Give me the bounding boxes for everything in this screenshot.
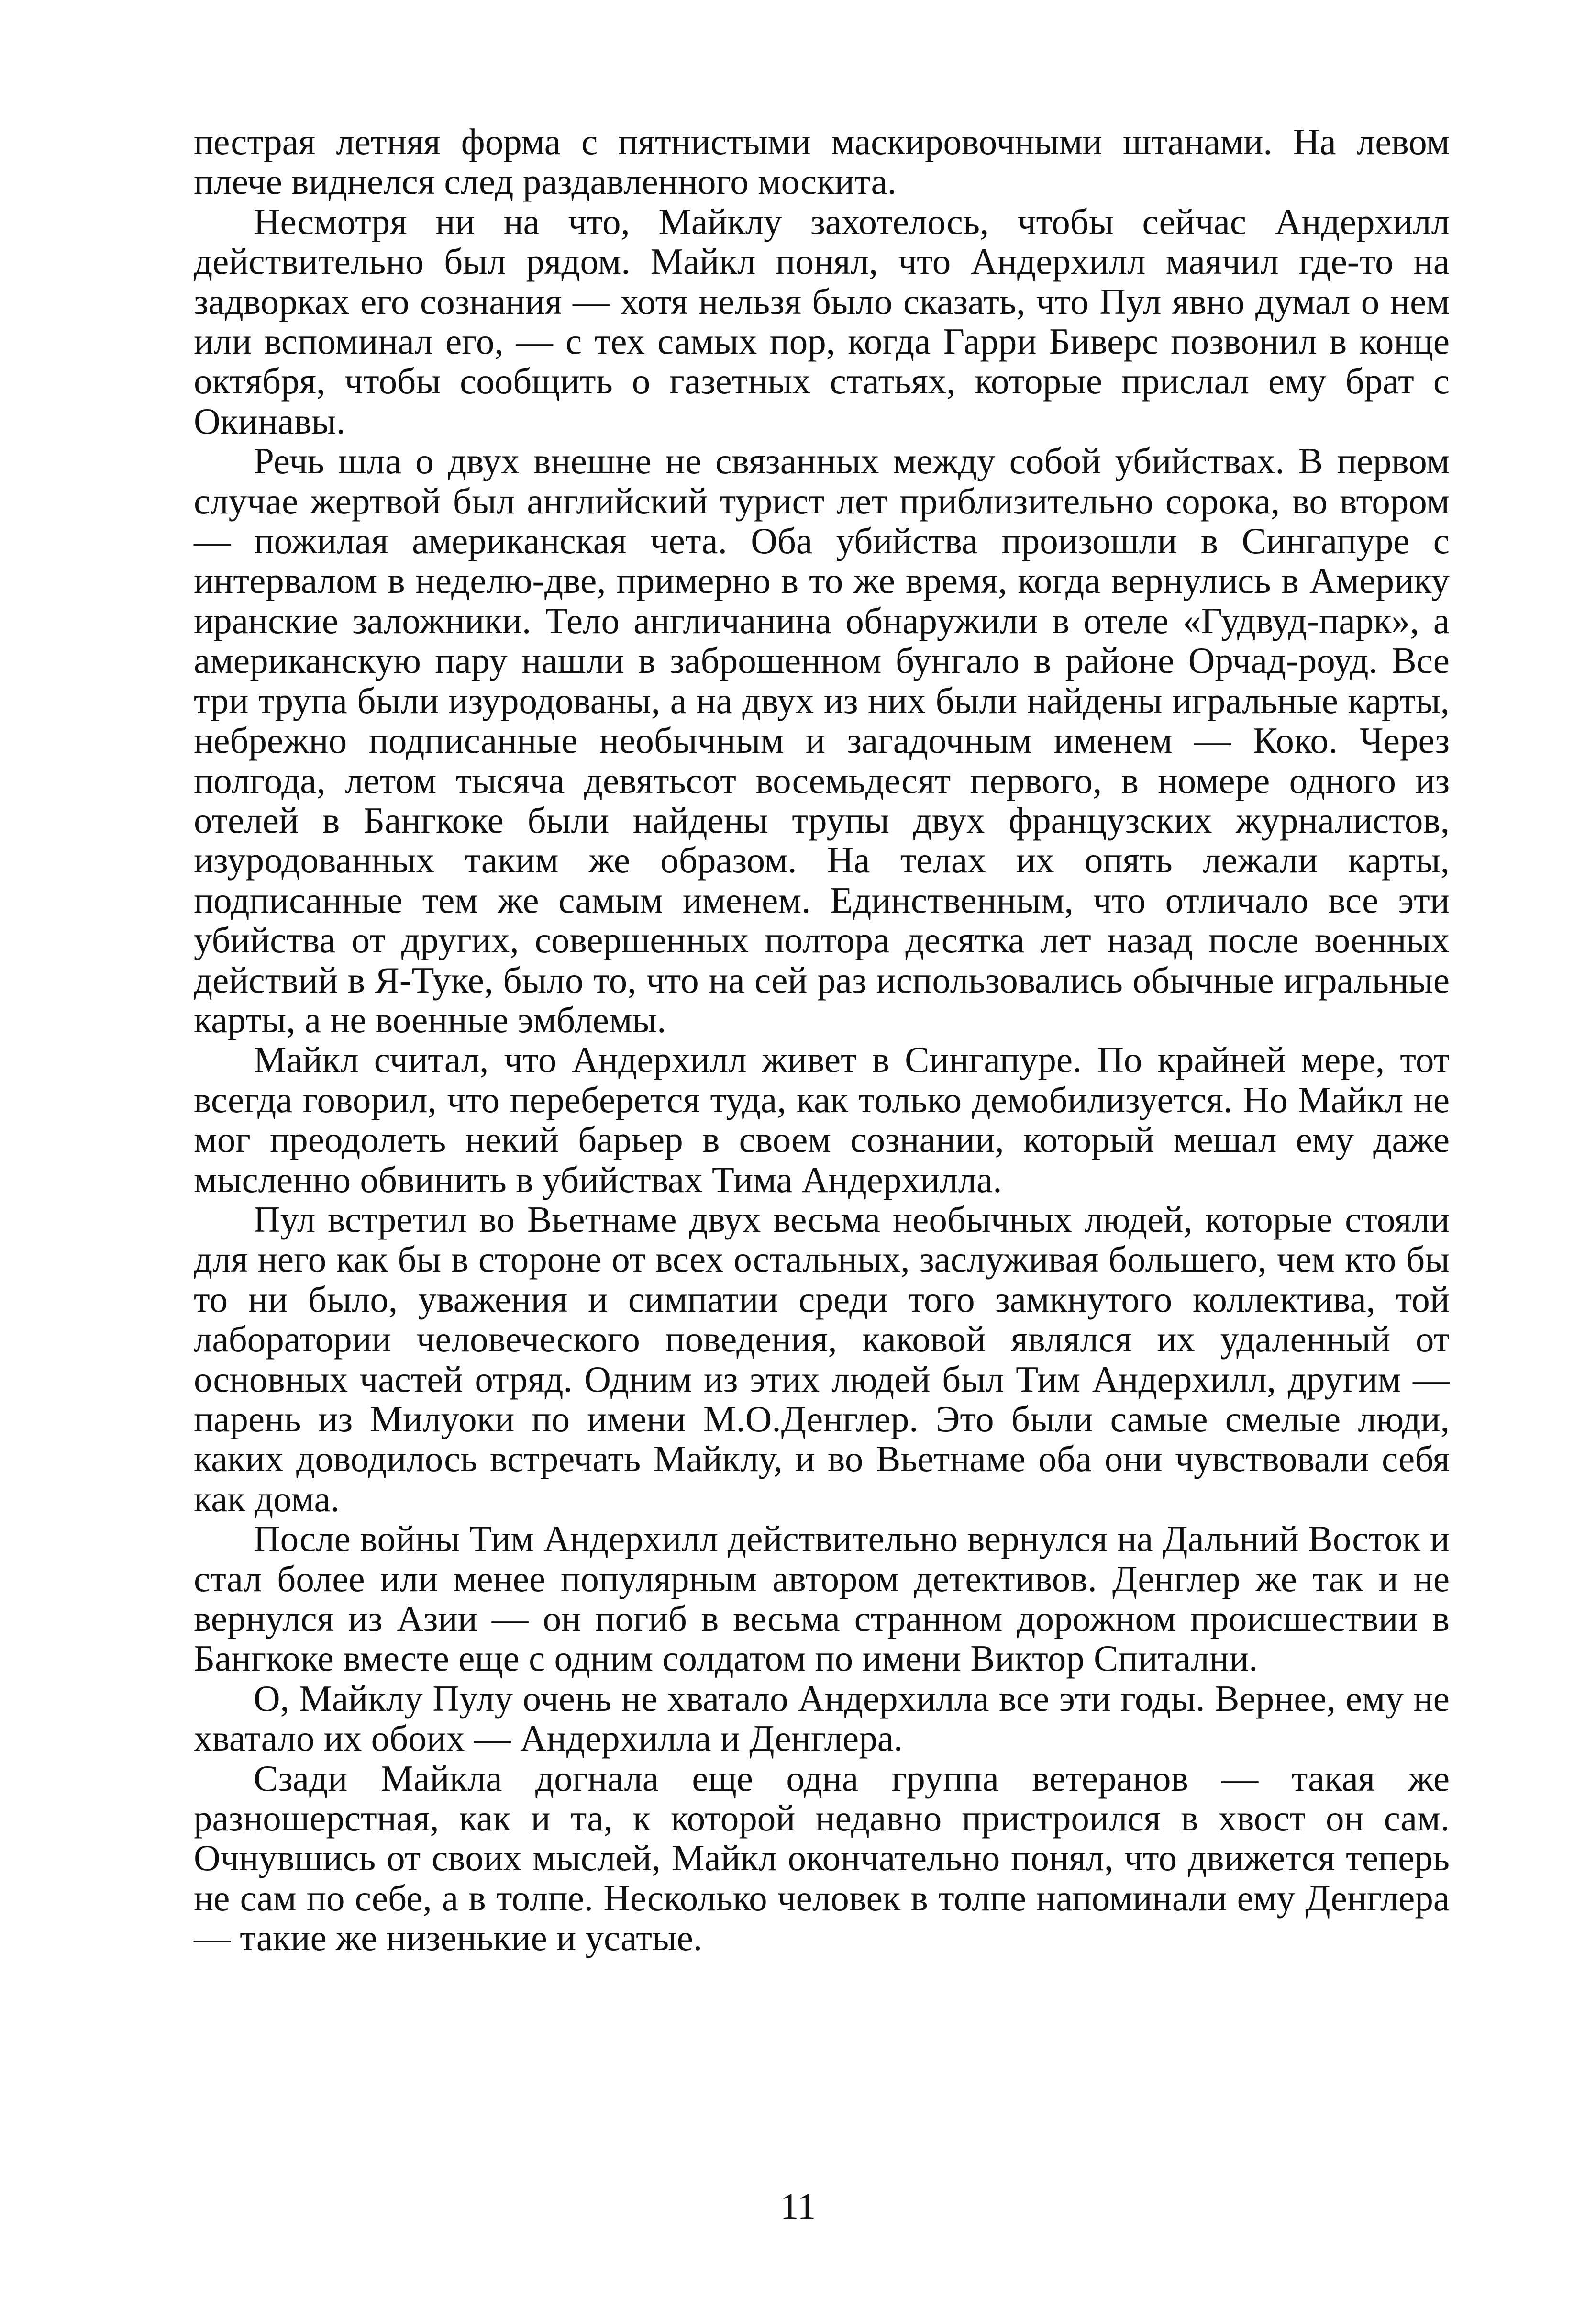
- paragraph: Несмотря ни на что, Майклу захотелось, чтобы сейчас Андерхилл действительно был рядом. Майкл понял, что Андерхилл маячил где-то на задворках его сознания — хотя нельзя было сказать, что Пул явно думал о нем или вспоминал его, — с тех самых пор, когда Гарри Биверс позвонил в конце октября, чтобы сообщить о газетных статьях, которые прислал ему брат с Окинавы.: [194, 201, 1450, 442]
- paragraph: Пул встретил во Вьетнаме двух весьма необычных людей, которые стояли для него как бы в стороне от всех остальных, заслуживая большего, чем кто бы то ни было, уважения и симпатии среди того замкнутого коллектива, той лаборатории человеческого поведения, каковой являлся их удаленный от основных частей отряд. Одним из этих людей был Тим Андерхилл, другим — парень из Милуоки по имени М.О.Денглер. Это были самые смелые люди, каких доводилось встречать Майклу, и во Вьетнаме оба они чувствовали себя как дома.: [194, 1198, 1450, 1519]
- paragraph: Майкл считал, что Андерхилл живет в Сингапуре. По крайней мере, тот всегда говорил, что переберется туда, как только демобилизуется. Но Майкл не мог преодолеть некий барьер в своем сознании, который мешал ему даже мысленно обвинить в убийствах Тима Андерхилла.: [194, 1039, 1450, 1200]
- paragraph: После войны Тим Андерхилл действительно вернулся на Дальний Восток и стал более или менее популярным автором детективов. Денглер же так и не вернулся из Азии — он погиб в весьма странном дорожном происшествии в Бангкоке вместе еще с одним солдатом по имени Виктор Спитални.: [194, 1518, 1450, 1679]
- page-number: 11: [780, 2186, 816, 2227]
- paragraph-continued: пестрая летняя форма с пятнистыми маскировочными штанами. На левом плече виднелся след раздавленного москита.: [194, 121, 1450, 202]
- paragraph: О, Майклу Пулу очень не хватало Андерхилла все эти годы. Вернее, ему не хватало их обоих — Андерхилла и Денглера.: [194, 1677, 1450, 1759]
- paragraph: Сзади Майкла догнала еще одна группа ветеранов — такая же разношерстная, как и та, к которой недавно пристроился в хвост он сам. Очнувшись от своих мыслей, Майкл окончательно понял, что движется теперь не сам по себе, а в толпе. Несколько человек в толпе напоминали ему Денглера — такие же низенькие и усатые.: [194, 1757, 1450, 1959]
- body-text: [194, 122, 1450, 1958]
- paragraph: Речь шла о двух внешне не связанных между собой убийствах. В первом случае жертвой был английский турист лет приблизительно сорока, во втором — пожилая американская чета. Оба убийства произошли в Сингапуре с интервалом в неделю-две, примерно в то же время, когда вернулись в Америку иранские заложники. Тело англичанина обнаружили в отеле «Гудвуд-парк», а американскую пару нашли в заброшенном бунгало в районе Орчад-роуд. Все три трупа были изуродованы, а на двух из них были найдены игральные карты, небрежно подписанные необычным и загадочным именем — Коко. Через полгода, летом тысяча девятьсот восемьдесят первого, в номере одного из отелей в Бангкоке были найдены трупы двух французских журналистов, изуродованных таким же образом. На телах их опять лежали карты, подписанные тем же самым именем. Единственным, что отличало все эти убийства от других, совершенных полтора десятка лет назад после военных действий в Я-Туке, было то, что на сей раз использовались обычные игральные карты, а не военные эмблемы.: [194, 440, 1450, 1040]
